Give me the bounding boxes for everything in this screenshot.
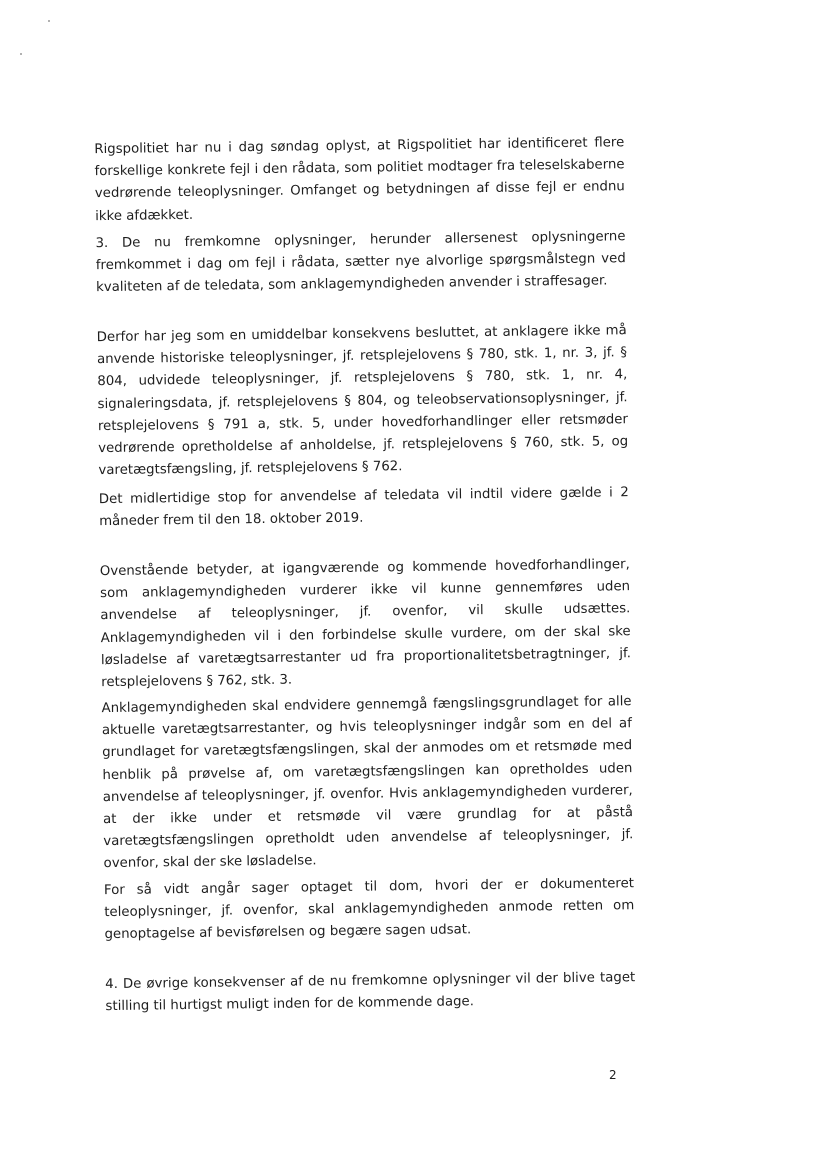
paragraph-consequences: Ovenstående betyder, at igangværende og kommende hovedforhandlinger, som anklagemyndigheden vurderer ikke vil kunne gennemføres uden anvendelse af teleoplysninger, jf. ovenfor, vil skulle udsættes. Anklagemyndigheden vil i den forbindelse skulle vurdere, om der skal ske løsladelse af varetægtsarrestanter ud fra proportionalitetsbetragtninger, jf. retsplejelovens § 762, stk. 3. xyxy=(99,557,632,691)
paragraph-rigspolitiet-update: Rigspolitiet har nu i dag søndag oplyst, at Rigspolitiet har identificeret flere forskellige konkrete fejl i den rådata, som politiet modtager fra teleselskaberne vedrørende teleoplysninger. Omfanget og betydningen af disse fejl er endnu ikke afdækket. xyxy=(94,135,625,224)
paragraph-decision: Derfor har jeg som en umiddelbar konsekvens besluttet, at anklagere ikke må anvende historiske teleoplysninger, jf. retsplejelovens § 780, stk. 1, nr. 3, jf. § 804, udvidede teleoplysninger, jf. retsplejelovens § 780, stk. 1, nr. 4, signaleringsdata, jf. retsplejelovens § 804, og teleobservationsoplysninger, jf. retsplejelovens § 791 a, stk. 5, under hovedforhandlinger eller retsmøder vedrørende opretholdelse af anholdelse, jf. retsplejelovens § 760, stk. 5, og varetægtsfængsling, jf. retsplejelovens § 762. xyxy=(96,323,629,479)
page-number: 2 xyxy=(609,1068,617,1082)
paragraph-custody-review: Anklagemyndigheden skal endvidere gennemgå fængslingsgrundlaget for alle aktuelle varetægtsarrestanter, og hvis teleoplysninger indgår som en del af grundlaget for varetægtsfængslingen, skal der anmodes om et retsmøde med henblik på prøvelse af, om varetægtsfængslingen kan opretholdes uden anvendelse af teleoplysninger, jf. ovenfor. Hvis anklagemyndigheden vurderer, at der ikke under et retsmøde vil være grundlag for at påstå varetægtsfængslingen opretholdt uden anvendelse af teleoplysninger, jf. ovenfor, skal der ske løsladelse. xyxy=(101,694,634,872)
paragraph-temporary-stop: Det midlertidige stop for anvendelse af teledata vil indtil videre gælde i 2 måneder frem til den 18. oktober 2019. xyxy=(98,485,629,530)
paragraph-section-4: 4. De øvrige konsekvenser af de nu fremkomne oplysninger vil der blive taget stilling til hurtigst muligt inden for de kommende dage. xyxy=(105,970,636,1015)
paragraph-section-3: 3. De nu fremkomne oplysninger, herunder allersenest oplysningerne fremkommet i dag om fejl i rådata, sætter nye alvorlige spørgsmålstegn ved kvaliteten af de teledata, som anklagemyndigheden anvender i straffesager. xyxy=(95,229,626,296)
paragraph-cases-for-judgment: For så vidt angår sager optaget til dom, hvori der er dokumenteret teleoplysninger, jf. ovenfor, skal anklagemyndigheden anmode retten om genoptagelse af bevisførelsen og begære sagen udsat. xyxy=(103,876,635,943)
